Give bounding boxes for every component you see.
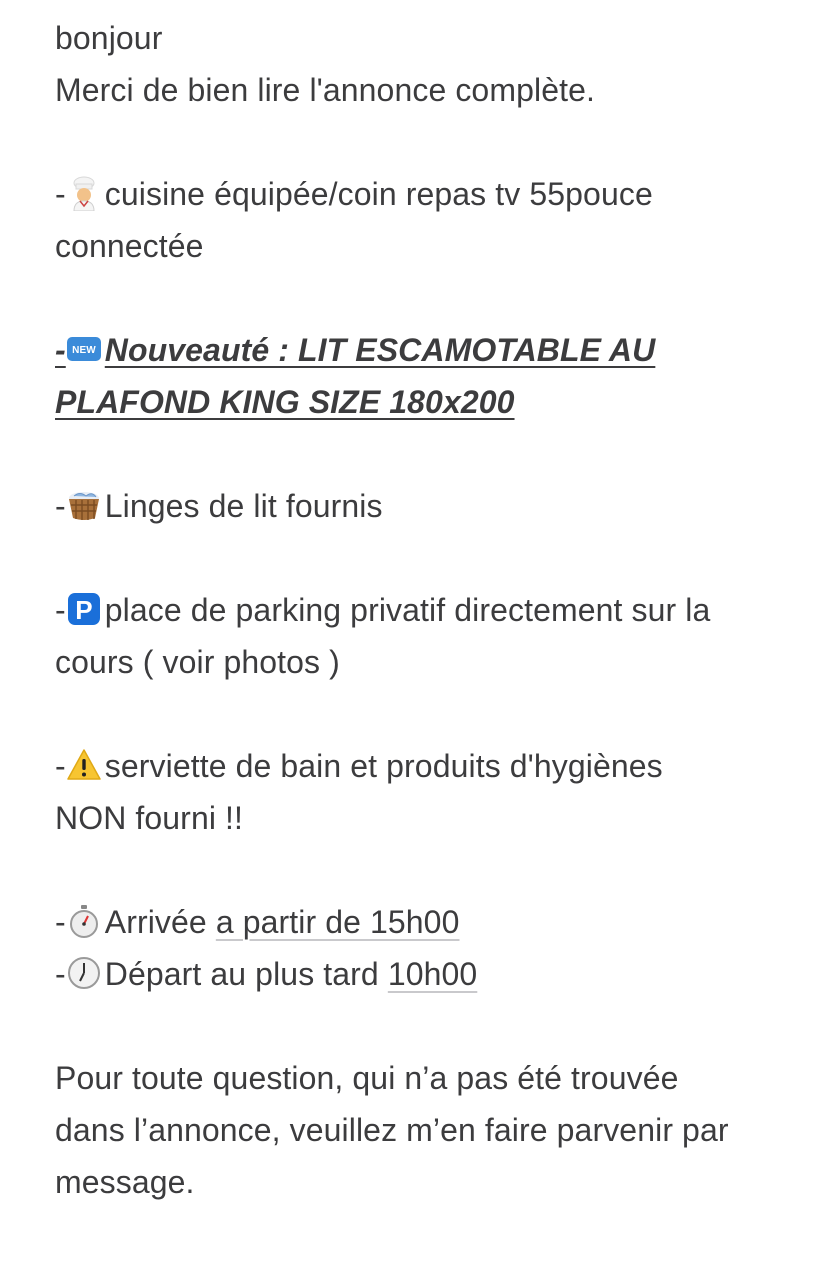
arrival-label: Arrivée (104, 904, 216, 940)
towels-text-cont: NON fourni !! (55, 800, 244, 836)
outro-text: Pour toute question, qui n’a pas été trouvée (55, 1060, 679, 1096)
spacer (55, 116, 795, 168)
warning-icon (66, 747, 102, 783)
towels-item (55, 740, 795, 792)
spacer (55, 428, 795, 480)
kitchen-text-cont: connectée (55, 228, 204, 264)
svg-text:NEW: NEW (71, 345, 96, 356)
kitchen-item (55, 168, 795, 220)
departure-time[interactable]: 10h00 (387, 956, 478, 992)
dash: - (55, 332, 66, 368)
listing-description (55, 12, 795, 1208)
spacer (55, 688, 795, 740)
laundry-basket-icon (66, 487, 102, 523)
notice-text: Merci de bien lire l'annonce complète. (55, 72, 595, 108)
towels-text: serviette de bain et produits d'hygiènes (104, 748, 663, 784)
outro-text-end: message. (55, 1164, 195, 1200)
spacer (55, 1000, 795, 1052)
spacer (55, 844, 795, 896)
arrival-time[interactable]: a partir de 15h00 (215, 904, 460, 940)
outro-text-cont: dans l’annonce, veuillez m’en faire parvenir par (55, 1112, 729, 1148)
new-feature-text-cont: PLAFOND KING SIZE 180x200 (55, 384, 515, 420)
kitchen-text: cuisine équipée/coin repas tv 55pouce (104, 176, 653, 212)
parking-text-cont: cours ( voir photos ) (55, 644, 340, 680)
parking-item (55, 584, 795, 636)
stopwatch-icon (66, 903, 102, 939)
departure-item (55, 948, 795, 1000)
dash: - (55, 748, 66, 784)
cook-emoji-icon (66, 175, 102, 211)
dash: - (55, 904, 66, 940)
linens-text: Linges de lit fournis (104, 488, 383, 524)
spacer (55, 532, 795, 584)
dash: - (55, 592, 66, 628)
arrival-item (55, 896, 795, 948)
svg-text:P: P (75, 595, 93, 625)
dash: - (55, 956, 66, 992)
departure-label: Départ au plus tard (104, 956, 388, 992)
clock-icon (66, 955, 102, 991)
spacer (55, 272, 795, 324)
dash: - (55, 488, 66, 524)
new-feature-item (55, 324, 795, 376)
new-badge-icon (66, 331, 102, 367)
greeting-text: bonjour (55, 20, 163, 56)
linens-item (55, 480, 795, 532)
new-feature-text: Nouveauté : LIT ESCAMOTABLE AU (104, 332, 656, 368)
parking-text: place de parking privatif directement sur la (104, 592, 711, 628)
parking-sign-icon (66, 591, 102, 627)
dash: - (55, 176, 66, 212)
